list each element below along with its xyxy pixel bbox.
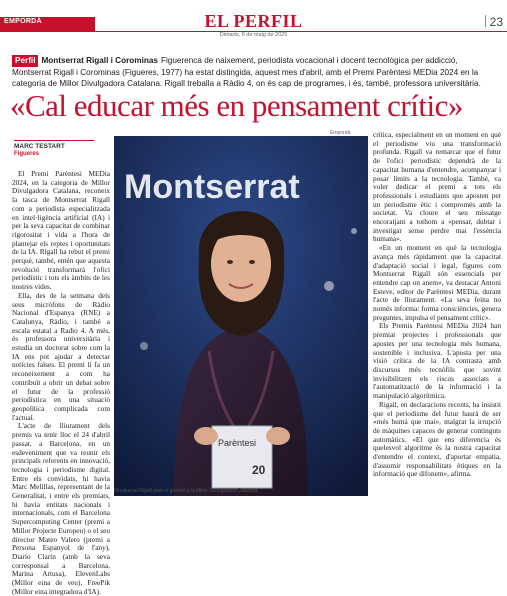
portrait-photo (114, 136, 368, 496)
photo-illustration (114, 136, 368, 496)
dateline: Dimarts, 6 de maig de 2025 (219, 32, 288, 38)
hand-left (194, 427, 218, 445)
bokeh-light (351, 228, 357, 234)
body-column-right (373, 131, 501, 496)
bokeh-light (140, 342, 148, 350)
body-paragraph: Rigall, en declaracions recents, ha insistit que el periodisme del futur haurà de ser «més humà que mai», malgrat la irrupció de màquines capaces de generar continguts automàtics. «El que ens diferencia és quelesvol algoritme és la nostra capacitat d'entendre el context, d'aportar empatia, d'assumir responsabilitats ètiques en la informació que difonem», afirma. (373, 399, 501, 479)
backdrop-text: Montserrat (124, 168, 300, 206)
eye (227, 260, 233, 264)
photo-caption: Montserrat Rigall amb el guardó a la Millor Divulgadora Catalana. (114, 488, 259, 494)
hand-right (266, 427, 290, 445)
intro-tag: Perfil (12, 55, 38, 67)
bokeh-light (324, 281, 334, 291)
masthead (0, 0, 507, 38)
newspaper-logo: EL PERFIL (204, 11, 303, 31)
byline-author: MARC TESTART (14, 143, 65, 150)
body-paragraph: «En un moment en què la tecnologia avança més ràpidament que la capacitat d'adaptació social i legal, figures com Montserrat Rigall són essencials per entendre cap on anem», va destacar Antoni Esteve, editor de Parèntesi MEDia, durant l'acte de lliurament. «La seva feina no només informa: forma consciències, genera preguntes, impulsa el pensament crític». (373, 243, 501, 322)
eye (249, 260, 255, 264)
article-intro (12, 55, 498, 90)
photo-credit: Empordà (330, 130, 351, 136)
intro-name: Montserrat Rigall i Corominas (41, 56, 158, 65)
intro-text: Figuerenca de naixement, periodista vocacional i docent tecnològica per addicció, Montserrat Rigall i Corominas (Figueres, 1977) ha estat distingida, aquest mes d'abril, amb el Premi Parèntesi MEDia 2024 en la categoria de Millor Divulgadora Catalana. Rigall treballa a Ràdio 4, on és cap de programes, i és, també, professora universitària. (12, 56, 481, 88)
body-column-left (12, 169, 110, 596)
body-paragraph: Els Premis Parèntesi MEDia 2024 han premiat projectes i professionals que apostes per una tecnologia més humana, sostenible i inclusiva. L'aposta per una visió crítica de la IA contrasta amb discursos més tecnòfils que sovint invisibilitzen els riscos associats a l'automatització de la informació i la manipulació algorítmica. (373, 321, 501, 401)
headline: «Cal educar més en pensament crític» (10, 88, 463, 123)
section-label: EMPORDÀ (4, 18, 42, 25)
body-paragraph: L'acte de lliurament dels premis va tenir lloc el 24 d'abril passat, a Barcelona, en un esdeveniment que va reunir els principals referents en innovació, tecnologia i periodisme digital. Entre els convidats, hi havia Marc Melillas, representant de la Generalitat, i entre els premiats, hi havia entitats nacionals i internacionals, com el Barcelona Supercomputing Center (premi a Millor Projecte Europeu) o el seu director Mateo Valero (premi a Persona Espanyol de l'any), Diario Clarín (amb la seva corresponsal a Barcelona, Marina Artusa), ElevenLabs (Millor eina de veu), FreePik (Millor eina integradora d'IA). (12, 421, 110, 596)
body-paragraph: Ella, des de la setmana dels seus micròfons de Ràdio Nacional d'Espanya (RNE) a Catalunya, Ràdio, i també a escala estatal a Radio 4. A més, és professora universitària i estudia un doctorat sobre com la IA ens pot ajudar a detectar notícies falses. El premi li fa un reconeixement a com ha contribuït a obrir un debat sobre el futur de la professió periodística en una situació geopolítica complicada com l'actual. (12, 290, 110, 422)
byline-rule (14, 140, 94, 141)
page-number-divider (485, 15, 486, 27)
page-number (485, 15, 503, 29)
award-trophy (212, 426, 272, 488)
award-year: 20 (252, 463, 266, 477)
byline-location: Figueres (14, 151, 40, 157)
body-paragraph: crítica, especialment en un moment en què el periodisme viu una transformació profunda. Rigall va remarcar que el futur de l'ofici periodístic dependrà de la capacitat humana d'entendre, acompanyar i posar límits a la tecnologia. També, va voler dedicar el premi a tots els professionals i estudiants que aposten per un periodisme ètic i compromès amb la societat. Va cloure el seu missatge encoratjant a tothom a «pensar, dubtar i investigar sense perdre mai l'essència humana». (373, 130, 501, 244)
award-label: Parèntesi (218, 438, 257, 448)
body-paragraph: El Premi Parèntesi MEDia 2024, en la categoria de Millor Divulgadora Catalana, reconeix la tasca de Montserrat Rigall com a periodista especialitzada en intel·ligència artificial (IA) i per la seva capacitat de combinar rigorositat i vida a l'hora de plantejar els reptes i oportunitats de la IA. Rigall ha rebut el premi perquè, també, entén que aquesta revolució transformarà l'ofici periodístic i tots els àmbits de les nostres vides. (12, 169, 110, 292)
page-number-value: 23 (489, 15, 503, 29)
